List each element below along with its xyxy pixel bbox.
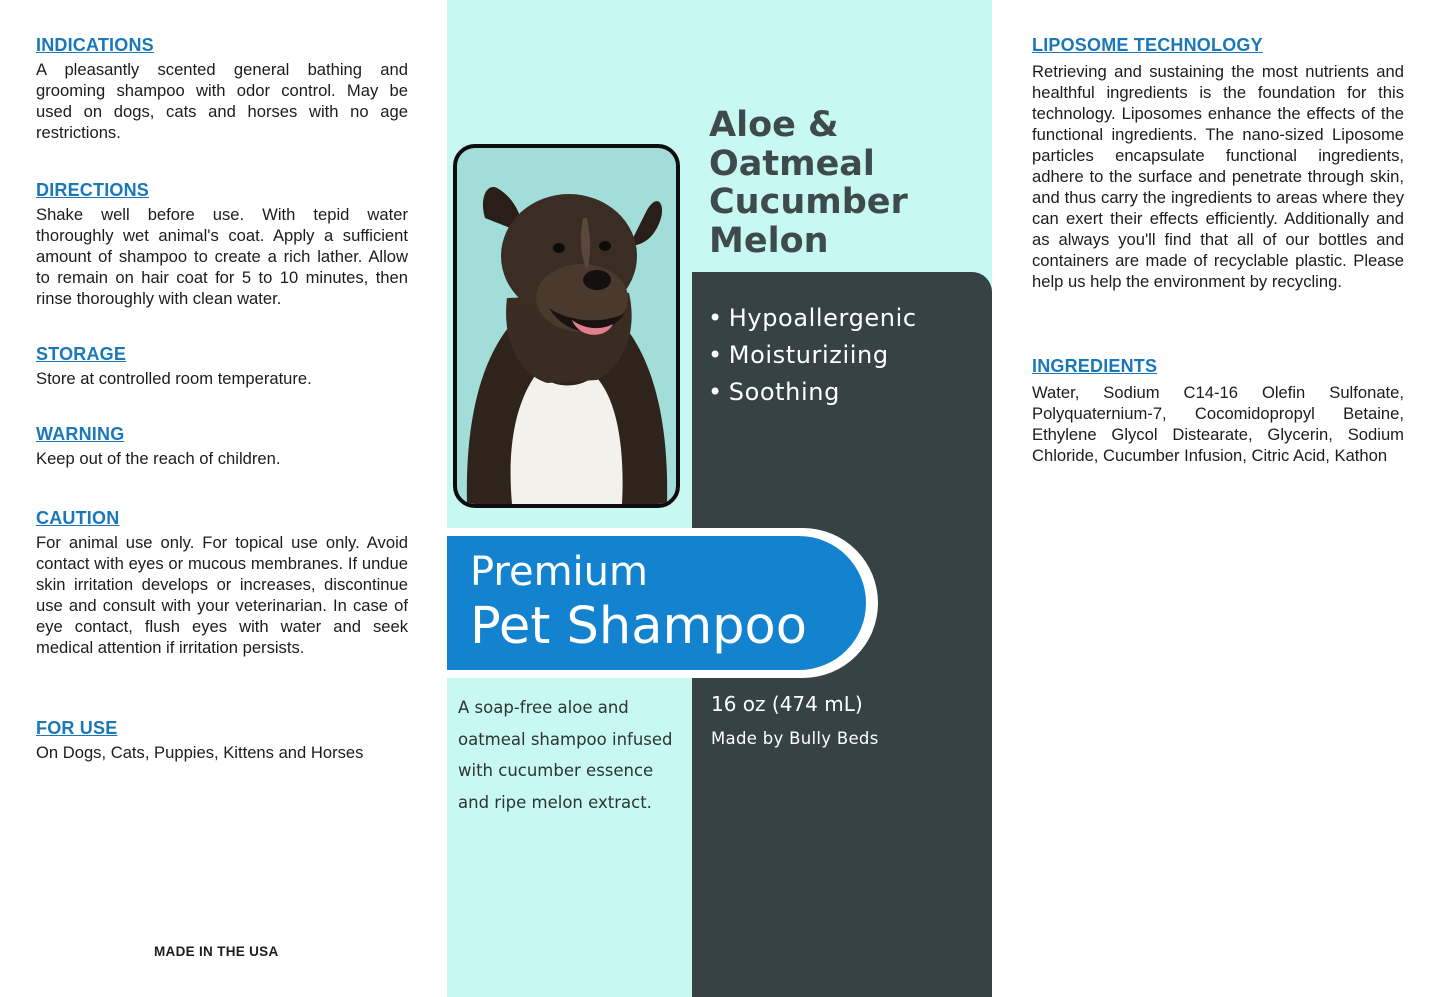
indications-section — [36, 35, 408, 143]
product-description: A soap-free aloe and oatmeal shampoo infused with cucumber essence and ripe melon extract. — [458, 698, 673, 812]
benefit-item: • Hypoallergenic — [708, 304, 917, 332]
liposome-text: Retrieving and sustaining the most nutrients and healthful ingredients is the foundation for this technology. Liposomes enhance the effects of the functional ingredients. The nano-sized Liposome particles encapsulate functional ingredients, adhere to the surface and penetrate through skin, and thus carry the ingredients to areas where they can exert their effects efficiently. Additionally and as always you'll find that all of our bottles and containers are made of recyclable plastic. Please help us help the environment by recycling. — [1032, 62, 1404, 291]
benefit-label: Soothing — [728, 378, 840, 406]
title-line-3: Cucumber — [709, 182, 908, 222]
benefit-label: Moisturiziing — [728, 341, 889, 369]
directions-text: Shake well before use. With tepid water thoroughly wet animal's coat. Apply a sufficient amount of shampoo to create a rich lather. Allow to remain on hair coat for 5 to 10 minutes, then rinse thoroughly with clean water. — [36, 205, 408, 308]
benefit-label: Hypoallergenic — [728, 304, 917, 332]
benefits-list — [708, 300, 917, 411]
title-line-1: Aloe & — [709, 105, 839, 145]
indications-heading: INDICATIONS — [36, 35, 154, 55]
product-size: 16 oz (474 mL) — [711, 692, 863, 716]
storage-text: Store at controlled room temperature. — [36, 369, 312, 388]
banner-line-1: Premium — [470, 549, 648, 595]
product-title — [709, 106, 979, 260]
made-in-usa: MADE IN THE USA — [154, 944, 279, 959]
storage-heading: STORAGE — [36, 344, 127, 364]
ingredients-text: Water, Sodium C14-16 Olefin Sulfonate, Polyquaternium-7, Cocomidopropyl Betaine, Ethylene Glycol Distearate, Glycerin, Sodium Chloride, Cucumber Infusion, Citric Acid, Kathon — [1032, 383, 1404, 465]
caution-text: For animal use only. For topical use only. Avoid contact with eyes or mucous membranes. If undue skin irritation develops or increases, discontinue use and consult with your veterinarian. In case of eye contact, flush eyes with water and seek medical attention if irritation persists. — [36, 533, 408, 657]
title-line-4: Melon — [709, 220, 829, 261]
dog-photo — [453, 144, 680, 508]
warning-text: Keep out of the reach of children. — [36, 449, 281, 468]
ingredients-heading: INGREDIENTS — [1032, 356, 1158, 376]
product-maker: Made by Bully Beds — [711, 729, 879, 748]
caution-section — [36, 508, 408, 658]
dog-illustration — [457, 148, 676, 504]
for-use-section — [36, 718, 408, 763]
directions-section — [36, 180, 408, 309]
directions-heading: DIRECTIONS — [36, 180, 150, 200]
ingredients-section — [1032, 356, 1404, 466]
warning-section — [36, 424, 408, 469]
for-use-text: On Dogs, Cats, Puppies, Kittens and Horses — [36, 743, 364, 762]
liposome-section — [1032, 35, 1404, 292]
storage-section — [36, 344, 408, 389]
title-line-2: Oatmeal — [709, 143, 875, 184]
benefit-item: • Moisturiziing — [708, 341, 889, 369]
indications-text: A pleasantly scented general bathing and grooming shampoo with odor control. May be used on dogs, cats and horses with no age restrictions. — [36, 60, 408, 142]
for-use-heading: FOR USE — [36, 718, 118, 738]
liposome-heading: LIPOSOME TECHNOLOGY — [1032, 35, 1263, 55]
caution-heading: CAUTION — [36, 508, 120, 528]
warning-heading: WARNING — [36, 424, 125, 444]
benefit-item: • Soothing — [708, 378, 840, 406]
banner-line-2: Pet Shampoo — [470, 597, 807, 656]
